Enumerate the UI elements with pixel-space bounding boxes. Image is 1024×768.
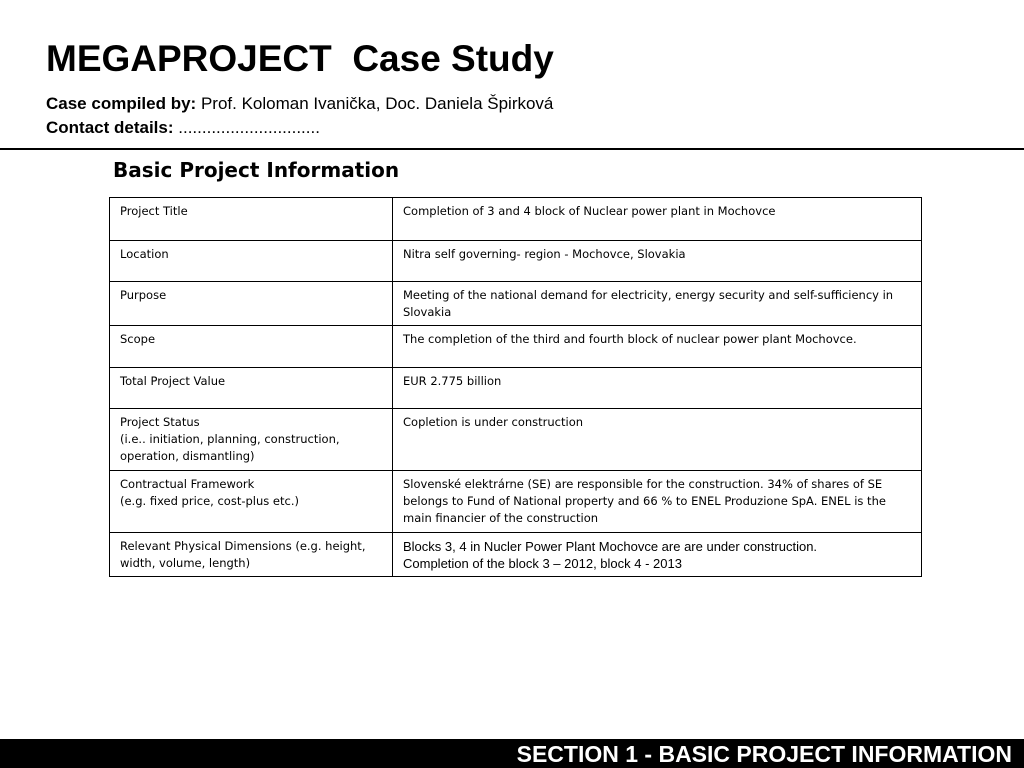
table-row xyxy=(110,326,922,368)
row-value-line2: Completion of the block 3 – 2012, block 4 - 2013 xyxy=(403,556,682,571)
row-label: Location xyxy=(110,241,393,282)
compiled-by-value: Prof. Koloman Ivanička, Doc. Daniela Špirková xyxy=(196,94,554,113)
row-label-note: (e.g. fixed price, cost-plus etc.) xyxy=(120,494,299,508)
row-value: EUR 2.775 billion xyxy=(393,368,922,409)
compiled-by-label: Case compiled by: xyxy=(46,94,197,113)
row-value: Blocks 3, 4 in Nucler Power Plant Mochovce are are under construction. xyxy=(403,539,818,554)
row-value: The completion of the third and fourth block of nuclear power plant Mochovce. xyxy=(393,326,922,368)
row-value: Copletion is under construction xyxy=(393,409,922,471)
footer-section-title: SECTION 1 - BASIC PROJECT INFORMATION xyxy=(516,741,1012,767)
contact-details-label: Contact details: xyxy=(46,118,174,137)
contact-details-value: .............................. xyxy=(173,118,320,137)
row-label: Project Title xyxy=(110,198,393,241)
table-row xyxy=(110,198,922,241)
table-row xyxy=(110,241,922,282)
page-title: MEGAPROJECT Case Study xyxy=(46,38,554,79)
table-row xyxy=(110,471,922,533)
row-label-cell xyxy=(110,471,393,533)
table-row xyxy=(110,533,922,577)
contact-details-line xyxy=(46,118,320,138)
header-divider xyxy=(0,148,1024,150)
row-value: Slovenské elektrárne (SE) are responsible for the construction. 34% of shares of SE belongs to Fund of National property and 66 % to ENEL Produzione SpA. ENEL is the main financier of the construction xyxy=(393,471,922,533)
row-value: Completion of 3 and 4 block of Nuclear power plant in Mochovce xyxy=(393,198,922,241)
section-heading: Basic Project Information xyxy=(113,158,400,182)
row-label-note: (i.e.. initiation, planning, construction, operation, dismantling) xyxy=(120,432,340,463)
table-row xyxy=(110,368,922,409)
row-label-cell xyxy=(110,409,393,471)
row-value-cell xyxy=(393,533,922,577)
row-label: Relevant Physical Dimensions (e.g. height, width, volume, length) xyxy=(110,533,393,577)
compiled-by-line xyxy=(46,94,553,114)
table-row xyxy=(110,409,922,471)
project-info-table xyxy=(109,197,922,577)
row-label: Total Project Value xyxy=(110,368,393,409)
row-value: Meeting of the national demand for electricity, energy security and self-sufficiency in Slovakia xyxy=(393,282,922,326)
table-row xyxy=(110,282,922,326)
row-label: Scope xyxy=(110,326,393,368)
row-label: Contractual Framework xyxy=(120,477,255,491)
row-label: Project Status xyxy=(120,415,200,429)
row-label: Purpose xyxy=(110,282,393,326)
footer-bar xyxy=(0,739,1024,768)
row-value: Nitra self governing- region - Mochovce, Slovakia xyxy=(393,241,922,282)
